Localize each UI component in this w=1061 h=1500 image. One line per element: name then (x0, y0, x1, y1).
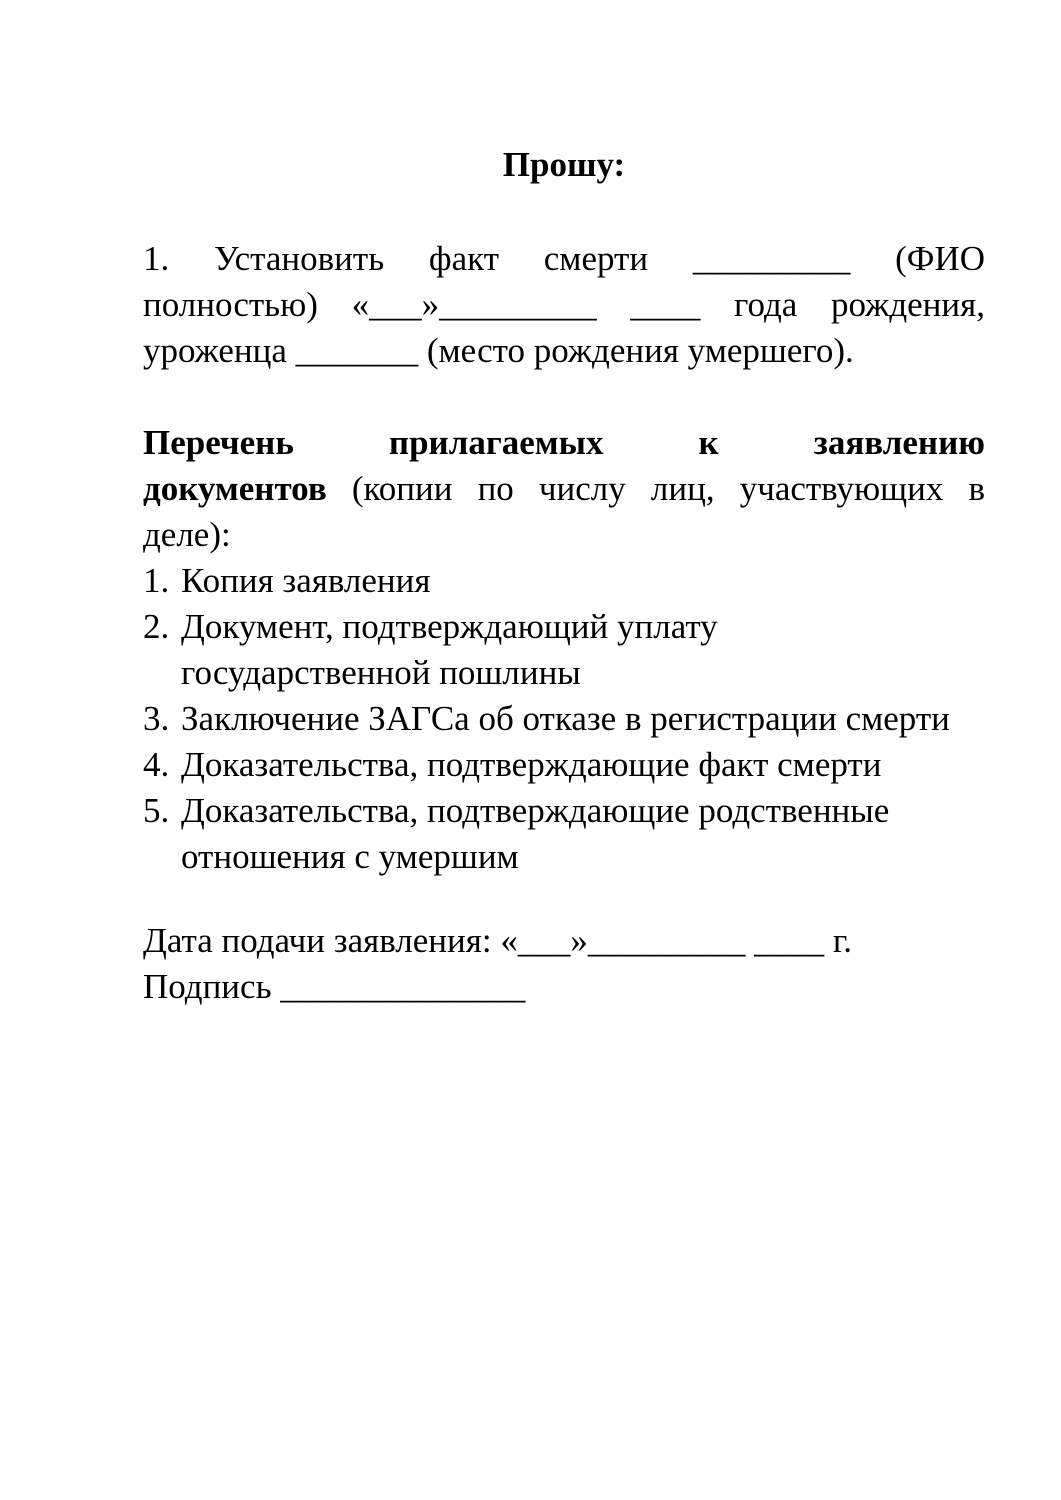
list-item-text: Доказательства, подтверждающие факт смерти (181, 745, 882, 784)
filing-date-line: Дата подачи заявления: «___»_________ ____ г. (143, 921, 852, 960)
petition-line: 1. Установить факт смерти _________ (ФИО (143, 239, 985, 278)
list-item-text: Документ, подтверждающий уплату (181, 607, 718, 646)
attachments-heading (143, 420, 985, 558)
petition-paragraph (143, 236, 985, 374)
attachments-heading-line (143, 466, 985, 512)
list-item-number: 4. (143, 745, 170, 784)
list-item (143, 788, 985, 880)
attachments-heading-line: деле): (143, 515, 231, 554)
list-item-number-spacer (143, 834, 181, 880)
list-item (143, 742, 985, 788)
list-item (143, 604, 985, 696)
list-item (143, 558, 985, 604)
list-item-number-spacer (143, 650, 181, 696)
list-item-text: Заключение ЗАГСа об отказе в регистрации смерти (181, 699, 950, 738)
page-title: Прошу: (502, 145, 626, 184)
signature-line: Подпись ______________ (143, 967, 526, 1006)
list-item-number: 1. (143, 561, 170, 600)
documents-list (143, 558, 985, 880)
attachments-heading-regular-part: (копии по числу лиц, участвующих в (326, 469, 985, 508)
list-item-number: 2. (143, 607, 170, 646)
list-item-number: 3. (143, 699, 170, 738)
list-item-text: Копия заявления (181, 561, 431, 600)
list-item-text: государственной пошлины (181, 653, 581, 692)
petition-line: полностью) «___»_________ ____ года рождения, (143, 285, 985, 324)
list-item (143, 696, 985, 742)
document-footer (143, 918, 985, 1010)
petition-line: уроженца _______ (место рождения умершего). (143, 331, 854, 370)
attachments-heading-bold-part: документов (143, 469, 327, 508)
list-item-text: Доказательства, подтверждающие родственные (181, 791, 890, 830)
list-item-text: отношения с умершим (181, 837, 519, 876)
attachments-heading-line: Перечень прилагаемых к заявлению (143, 423, 985, 462)
list-item-number: 5. (143, 791, 170, 830)
